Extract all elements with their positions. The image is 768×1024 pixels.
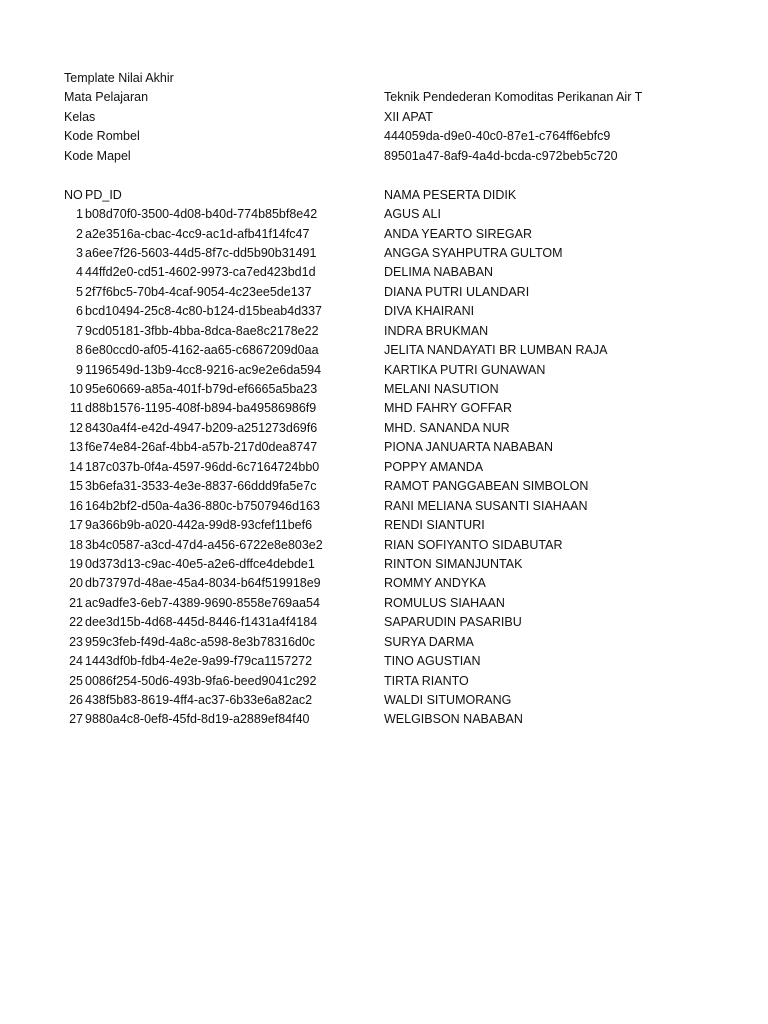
pd-id-cell: 2f7f6bc5-70b4-4caf-9054-4c23ee5de137 xyxy=(85,284,312,299)
pd-id-cell: a6ee7f26-5603-44d5-8f7c-dd5b90b31491 xyxy=(85,245,317,260)
student-name-cell: RINTON SIMANJUNTAK xyxy=(384,556,523,571)
row-number: 17 xyxy=(69,518,83,533)
meta-value: 444059da-d9e0-40c0-87e1-c764ff6ebfc9 xyxy=(384,129,611,144)
student-name-cell: DELIMA NABABAN xyxy=(384,265,494,280)
table-row xyxy=(64,691,768,710)
row-number: 25 xyxy=(69,673,83,688)
row-number: 18 xyxy=(69,537,83,552)
table-row xyxy=(64,322,768,341)
meta-row-mapel-code xyxy=(64,147,768,166)
blank-row xyxy=(64,166,768,185)
table-row xyxy=(64,497,768,516)
table-row xyxy=(64,710,768,729)
row-number: 13 xyxy=(69,440,83,455)
student-name-cell: SURYA DARMA xyxy=(384,634,474,649)
meta-label: Mata Pelajaran xyxy=(64,90,149,105)
row-number: 4 xyxy=(76,265,83,280)
table-row xyxy=(64,574,768,593)
student-name-cell: TINO AGUSTIAN xyxy=(384,654,481,669)
table-row xyxy=(64,672,768,691)
table-row xyxy=(64,438,768,457)
student-name-cell: ROMULUS SIAHAAN xyxy=(384,595,505,610)
row-number: 6 xyxy=(76,304,83,319)
table-row xyxy=(64,458,768,477)
table-row xyxy=(64,633,768,652)
column-header-no: NO xyxy=(64,187,83,202)
row-number: 10 xyxy=(69,382,83,396)
pd-id-cell: 3b6efa31-3533-4e3e-8837-66ddd9fa5e7c xyxy=(85,479,317,494)
pd-id-cell: f6e74e84-26af-4bb4-a57b-217d0dea8747 xyxy=(85,440,318,455)
row-number: 20 xyxy=(69,576,83,591)
table-row xyxy=(64,399,768,418)
pd-id-cell: db73797d-48ae-45a4-8034-b64f519918e9 xyxy=(85,576,321,591)
pd-id-cell: b08d70f0-3500-4d08-b40d-774b85bf8e42 xyxy=(85,207,318,222)
student-name-cell: RANI MELIANA SUSANTI SIAHAAN xyxy=(384,498,588,513)
table-row xyxy=(64,341,768,360)
table-row xyxy=(64,361,768,380)
template-title: Template Nilai Akhir xyxy=(64,71,174,85)
student-name-cell: DIVA KHAIRANI xyxy=(384,304,475,319)
row-number: 8 xyxy=(76,343,83,358)
template-title-row xyxy=(64,69,768,88)
row-number: 12 xyxy=(69,420,83,435)
student-name-cell: DIANA PUTRI ULANDARI xyxy=(384,284,530,299)
meta-value: Teknik Pendederan Komoditas Perikanan Air T xyxy=(384,90,642,105)
row-number: 7 xyxy=(76,323,83,338)
pd-id-cell: 8430a4f4-e42d-4947-b209-a251273d69f6 xyxy=(85,420,318,435)
table-row xyxy=(64,283,768,302)
pd-id-cell: ac9adfe3-6eb7-4389-9690-8558e769aa54 xyxy=(85,595,320,610)
pd-id-cell: 9a366b9b-a020-442a-99d8-93cfef11bef6 xyxy=(85,518,313,533)
table-row xyxy=(64,652,768,671)
row-number: 16 xyxy=(69,498,83,513)
student-name-cell: KARTIKA PUTRI GUNAWAN xyxy=(384,362,546,377)
meta-row-rombel-code xyxy=(64,127,768,146)
row-number: 23 xyxy=(69,634,83,649)
row-number: 22 xyxy=(69,615,83,630)
student-name-cell: SAPARUDIN PASARIBU xyxy=(384,615,522,630)
table-row xyxy=(64,536,768,555)
meta-value: 89501a47-8af9-4a4d-bcda-c972beb5c720 xyxy=(384,148,618,163)
row-number: 26 xyxy=(69,693,83,707)
student-name-cell: MELANI NASUTION xyxy=(384,382,499,396)
student-name-cell: JELITA NANDAYATI BR LUMBAN RAJA xyxy=(384,343,608,358)
spreadsheet-page xyxy=(64,69,768,730)
student-name-cell: RIAN SOFIYANTO SIDABUTAR xyxy=(384,537,563,552)
pd-id-cell: 6e80ccd0-af05-4162-aa65-c6867209d0aa xyxy=(85,343,319,358)
student-name-cell: ANDA YEARTO SIREGAR xyxy=(384,226,532,241)
pd-id-cell: 44ffd2e0-cd51-4602-9973-ca7ed423bd1d xyxy=(85,265,316,280)
row-number: 15 xyxy=(69,479,83,494)
table-row xyxy=(64,302,768,321)
table-row xyxy=(64,516,768,535)
table-row xyxy=(64,205,768,224)
student-name-cell: RAMOT PANGGABEAN SIMBOLON xyxy=(384,479,589,494)
meta-row-subject xyxy=(64,88,768,107)
row-number: 1 xyxy=(76,207,83,222)
row-number: 27 xyxy=(69,712,83,727)
row-number: 21 xyxy=(69,595,83,610)
pd-id-cell: 9880a4c8-0ef8-45fd-8d19-a2889ef84f40 xyxy=(85,712,310,727)
table-row xyxy=(64,225,768,244)
row-number: 5 xyxy=(76,284,83,299)
table-row xyxy=(64,555,768,574)
meta-value: XII APAT xyxy=(384,109,433,124)
table-row xyxy=(64,380,768,399)
table-row xyxy=(64,263,768,282)
pd-id-cell: 9cd05181-3fbb-4bba-8dca-8ae8c2178e22 xyxy=(85,323,319,338)
pd-id-cell: 187c037b-0f4a-4597-96dd-6c7164724bb0 xyxy=(85,459,320,474)
student-name-cell: ROMMY ANDYKA xyxy=(384,576,486,591)
student-name-cell: MHD FAHRY GOFFAR xyxy=(384,401,513,416)
student-name-cell: RENDI SIANTURI xyxy=(384,518,485,533)
pd-id-cell: 438f5b83-8619-4ff4-ac37-6b33e6a82ac2 xyxy=(85,693,313,707)
student-name-cell: POPPY AMANDA xyxy=(384,459,484,474)
pd-id-cell: bcd10494-25c8-4c80-b124-d15beab4d337 xyxy=(85,304,323,319)
student-name-cell: MHD. SANANDA NUR xyxy=(384,420,510,435)
pd-id-cell: 1196549d-13b9-4cc8-9216-ac9e2e6da594 xyxy=(85,362,322,377)
row-number: 11 xyxy=(70,401,83,416)
pd-id-cell: 3b4c0587-a3cd-47d4-a456-6722e8e803e2 xyxy=(85,537,323,552)
pd-id-cell: 95e60669-a85a-401f-b79d-ef6665a5ba23 xyxy=(85,382,318,396)
pd-id-cell: 1443df0b-fdb4-4e2e-9a99-f79ca1157272 xyxy=(85,654,313,669)
pd-id-cell: dee3d15b-4d68-445d-8446-f1431a4f4184 xyxy=(85,615,318,630)
column-header-pd-id: PD_ID xyxy=(85,187,122,202)
table-header-row xyxy=(64,186,768,205)
pd-id-cell: d88b1576-1195-408f-b894-ba49586986f9 xyxy=(85,401,317,416)
row-number: 19 xyxy=(69,556,83,571)
student-table-body xyxy=(64,205,768,730)
pd-id-cell: a2e3516a-cbac-4cc9-ac1d-afb41f14fc47 xyxy=(85,226,310,241)
pd-id-cell: 0d373d13-c9ac-40e5-a2e6-dffce4debde1 xyxy=(85,556,315,571)
pd-id-cell: 164b2bf2-d50a-4a36-880c-b7507946d163 xyxy=(85,498,320,513)
student-name-cell: PIONA JANUARTA NABABAN xyxy=(384,440,554,455)
row-number: 2 xyxy=(76,226,83,241)
meta-label: Kelas xyxy=(64,109,96,124)
table-row xyxy=(64,419,768,438)
student-name-cell: WALDI SITUMORANG xyxy=(384,693,512,707)
student-name-cell: AGUS ALI xyxy=(384,207,441,222)
column-header-name: NAMA PESERTA DIDIK xyxy=(384,187,517,202)
table-row xyxy=(64,594,768,613)
meta-label: Kode Rombel xyxy=(64,129,140,144)
table-row xyxy=(64,477,768,496)
pd-id-cell: 959c3feb-f49d-4a8c-a598-8e3b78316d0c xyxy=(85,634,316,649)
row-number: 14 xyxy=(69,459,83,474)
row-number: 9 xyxy=(76,362,83,377)
meta-row-class xyxy=(64,108,768,127)
row-number: 24 xyxy=(69,654,83,669)
meta-label: Kode Mapel xyxy=(64,148,131,163)
pd-id-cell: 0086f254-50d6-493b-9fa6-beed9041c292 xyxy=(85,673,317,688)
student-name-cell: INDRA BRUKMAN xyxy=(384,323,489,338)
student-name-cell: ANGGA SYAHPUTRA GULTOM xyxy=(384,245,563,260)
student-name-cell: WELGIBSON NABABAN xyxy=(384,712,523,727)
table-row xyxy=(64,244,768,263)
table-row xyxy=(64,613,768,632)
student-name-cell: TIRTA RIANTO xyxy=(384,673,469,688)
row-number: 3 xyxy=(76,245,83,260)
